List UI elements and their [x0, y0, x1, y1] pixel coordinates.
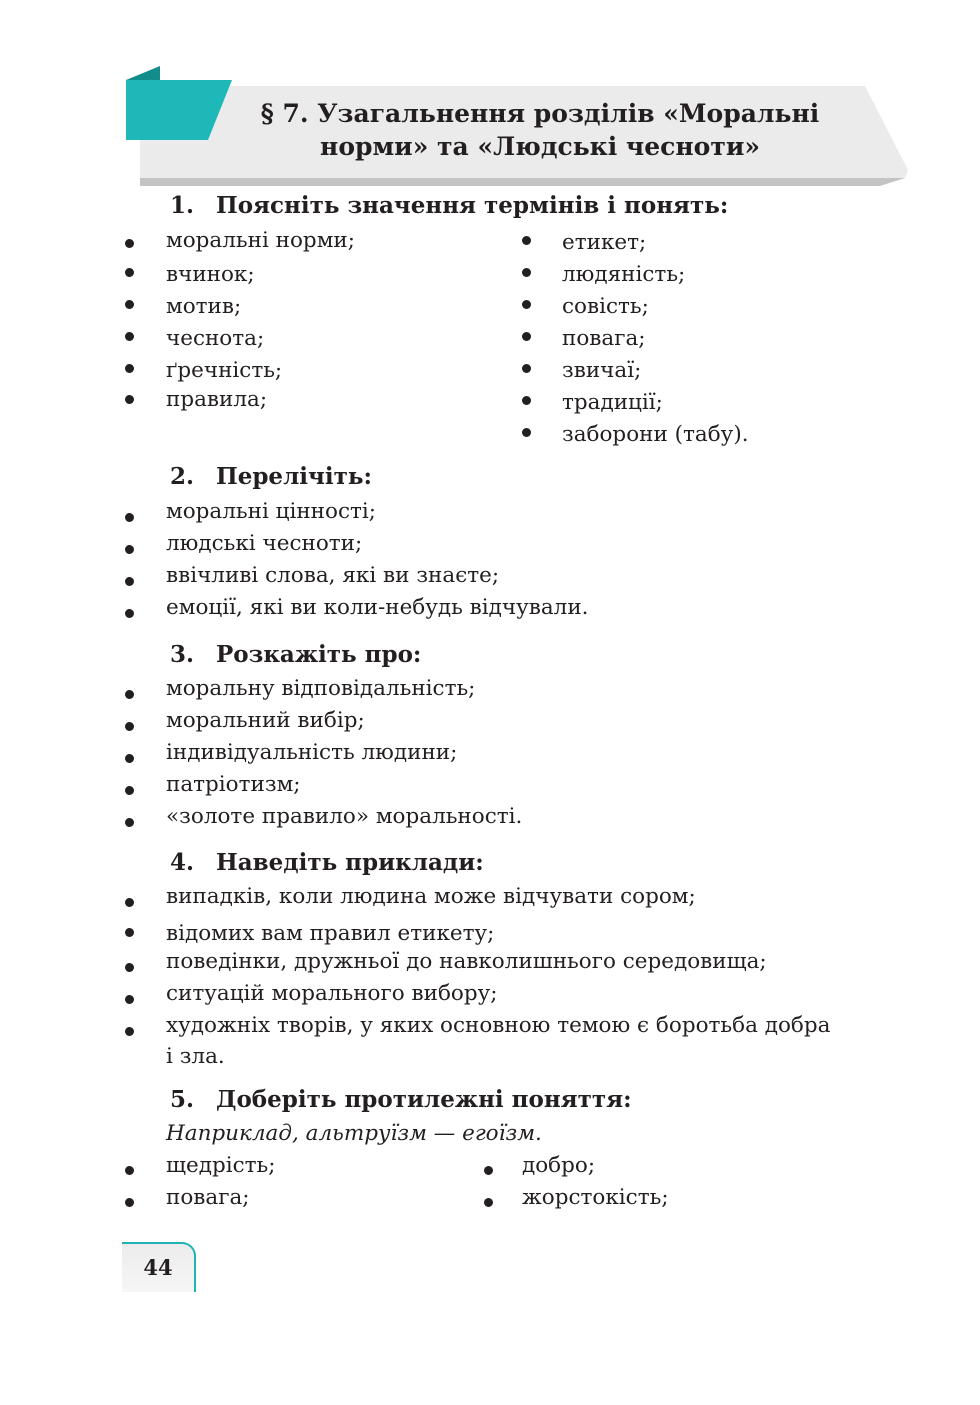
section-4-heading — [170, 848, 484, 878]
bullet-icon — [125, 332, 134, 341]
bullet-icon — [484, 1166, 493, 1175]
bullet-icon — [125, 545, 134, 554]
bullet-icon — [125, 818, 134, 827]
list-item: звичаї; — [562, 358, 642, 383]
list-item: ґречність; — [166, 358, 283, 383]
section-number: 3. — [170, 641, 195, 668]
bullet-icon — [125, 690, 134, 699]
list-item: традиції; — [562, 390, 663, 415]
bullet-icon — [125, 268, 134, 277]
list-item: совість; — [562, 294, 649, 319]
section-title: Перелічіть: — [216, 463, 372, 490]
bullet-icon — [125, 786, 134, 795]
bullet-icon — [125, 928, 134, 937]
example-text: Наприклад, альтруїзм — егоїзм. — [166, 1121, 542, 1146]
section-number: 1. — [170, 192, 195, 219]
list-item: людяність; — [562, 262, 686, 287]
bullet-icon — [125, 898, 134, 907]
bullet-icon — [522, 364, 531, 373]
section-5-heading — [170, 1085, 632, 1115]
list-item: моральні цінності; — [166, 499, 377, 524]
list-item: художніх творів, у яких основною темою є боротьба добра — [166, 1013, 831, 1038]
section-title: Поясніть значення термінів і понять: — [216, 192, 729, 219]
list-item: заборони (табу). — [562, 422, 749, 447]
list-item: індивідуальність людини; — [166, 740, 458, 765]
list-item: добро; — [522, 1153, 596, 1178]
bullet-icon — [522, 236, 531, 245]
list-item: випадків, коли людина може відчувати сором; — [166, 884, 696, 909]
section-3-heading — [170, 640, 421, 670]
list-item: мотив; — [166, 294, 242, 319]
list-item: емоції, які ви коли-небудь відчували. — [166, 595, 589, 620]
bullet-icon — [125, 300, 134, 309]
bullet-icon — [125, 754, 134, 763]
list-item: відомих вам правил етикету; — [166, 921, 495, 946]
section-2-heading — [170, 462, 372, 492]
section-number: 5. — [170, 1086, 195, 1113]
page-number-tab — [122, 1242, 196, 1292]
bullet-icon — [125, 513, 134, 522]
list-item: щедрість; — [166, 1153, 276, 1178]
bullet-icon — [125, 722, 134, 731]
bullet-icon — [125, 963, 134, 972]
page-title-line-1: § 7. Узагальнення розділів «Моральні — [260, 99, 820, 128]
bullet-icon — [125, 995, 134, 1004]
bullet-icon — [125, 239, 134, 248]
list-item: правила; — [166, 387, 268, 412]
list-item: моральний вибір; — [166, 708, 365, 733]
section-title: Доберіть протилежні поняття: — [216, 1086, 632, 1113]
list-item: чеснота; — [166, 326, 265, 351]
section-number: 4. — [170, 849, 195, 876]
page-number: 44 — [143, 1255, 173, 1280]
list-item: вчинок; — [166, 262, 255, 287]
bullet-icon — [125, 1027, 134, 1036]
bullet-icon — [125, 364, 134, 373]
list-item: повага; — [562, 326, 646, 351]
section-title: Розкажіть про: — [216, 641, 422, 668]
bullet-icon — [484, 1198, 493, 1207]
bullet-icon — [522, 428, 531, 437]
bullet-icon — [522, 332, 531, 341]
list-item-continuation: і зла. — [166, 1044, 225, 1069]
section-number: 2. — [170, 463, 195, 490]
list-item: моральну відповідальність; — [166, 676, 476, 701]
bullet-icon — [522, 268, 531, 277]
bullet-icon — [522, 300, 531, 309]
bullet-icon — [125, 395, 134, 404]
list-item: людські чесноти; — [166, 531, 363, 556]
list-item: ввічливі слова, які ви знаєте; — [166, 563, 500, 588]
list-item: поведінки, дружньої до навколишнього середовища; — [166, 949, 767, 974]
list-item: ситуацій морального вибору; — [166, 981, 498, 1006]
page-title-line-2: норми» та «Людські чесноти» — [320, 132, 760, 161]
list-item: етикет; — [562, 230, 647, 255]
section-1-heading — [170, 191, 728, 221]
bullet-icon — [125, 1198, 134, 1207]
bullet-icon — [125, 577, 134, 586]
banner-shadow — [140, 178, 905, 186]
bullet-icon — [125, 1166, 134, 1175]
list-item: жорстокість; — [522, 1185, 669, 1210]
section-title: Наведіть приклади: — [216, 849, 484, 876]
list-item: патріотизм; — [166, 772, 301, 797]
bullet-icon — [522, 396, 531, 405]
bullet-icon — [125, 609, 134, 618]
list-item: «золоте правило» моральності. — [166, 804, 523, 829]
list-item: моральні норми; — [166, 228, 355, 253]
list-item: повага; — [166, 1185, 250, 1210]
